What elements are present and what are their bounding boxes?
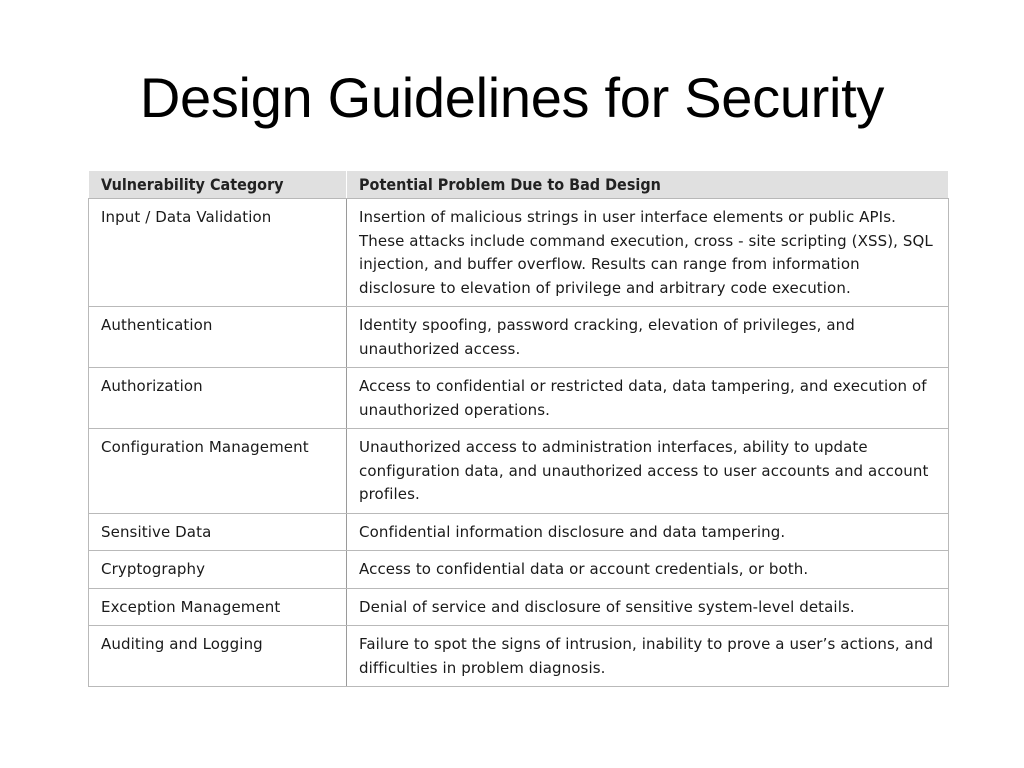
category-cell: Sensitive Data: [89, 513, 347, 551]
slide-title: Design Guidelines for Security: [139, 66, 885, 129]
table-row: [89, 513, 949, 551]
problem-cell: Failure to spot the signs of intrusion, inability to prove a user’s actions, and difficulties in problem diagnosis.: [347, 626, 949, 687]
category-cell: Input / Data Validation: [89, 199, 347, 307]
problem-cell: Denial of service and disclosure of sensitive system-level details.: [347, 588, 949, 626]
problem-cell: Unauthorized access to administration interfaces, ability to update configuration data, and unauthorized access to user accounts and account profiles.: [347, 429, 949, 514]
category-cell: Authentication: [89, 307, 347, 368]
category-cell: Auditing and Logging: [89, 626, 347, 687]
problem-cell: Identity spoofing, password cracking, elevation of privileges, and unauthorized access.: [347, 307, 949, 368]
category-cell: Configuration Management: [89, 429, 347, 514]
category-cell: Cryptography: [89, 551, 347, 589]
category-cell: Authorization: [89, 368, 347, 429]
security-guidelines-table: [88, 171, 949, 687]
table-row: [89, 199, 949, 307]
table-header-row: [89, 171, 949, 199]
problem-cell: Access to confidential or restricted data, data tampering, and execution of unauthorized operations.: [347, 368, 949, 429]
header-potential-problem: Potential Problem Due to Bad Design: [347, 171, 949, 199]
category-cell: Exception Management: [89, 588, 347, 626]
table-row: [89, 429, 949, 514]
table-row: [89, 626, 949, 687]
header-vulnerability-category: Vulnerability Category: [89, 171, 347, 199]
problem-cell: Access to confidential data or account credentials, or both.: [347, 551, 949, 589]
table-row: [89, 588, 949, 626]
table-row: [89, 551, 949, 589]
table-row: [89, 368, 949, 429]
problem-cell: Insertion of malicious strings in user interface elements or public APIs. These attacks include command execution, cross - site scripting (XSS), SQL injection, and buffer overflow. Results can range from information disclosure to elevation of privilege and arbitrary code execution.: [347, 199, 949, 307]
problem-cell: Confidential information disclosure and data tampering.: [347, 513, 949, 551]
guidelines-table-container: [88, 171, 948, 687]
table-row: [89, 307, 949, 368]
